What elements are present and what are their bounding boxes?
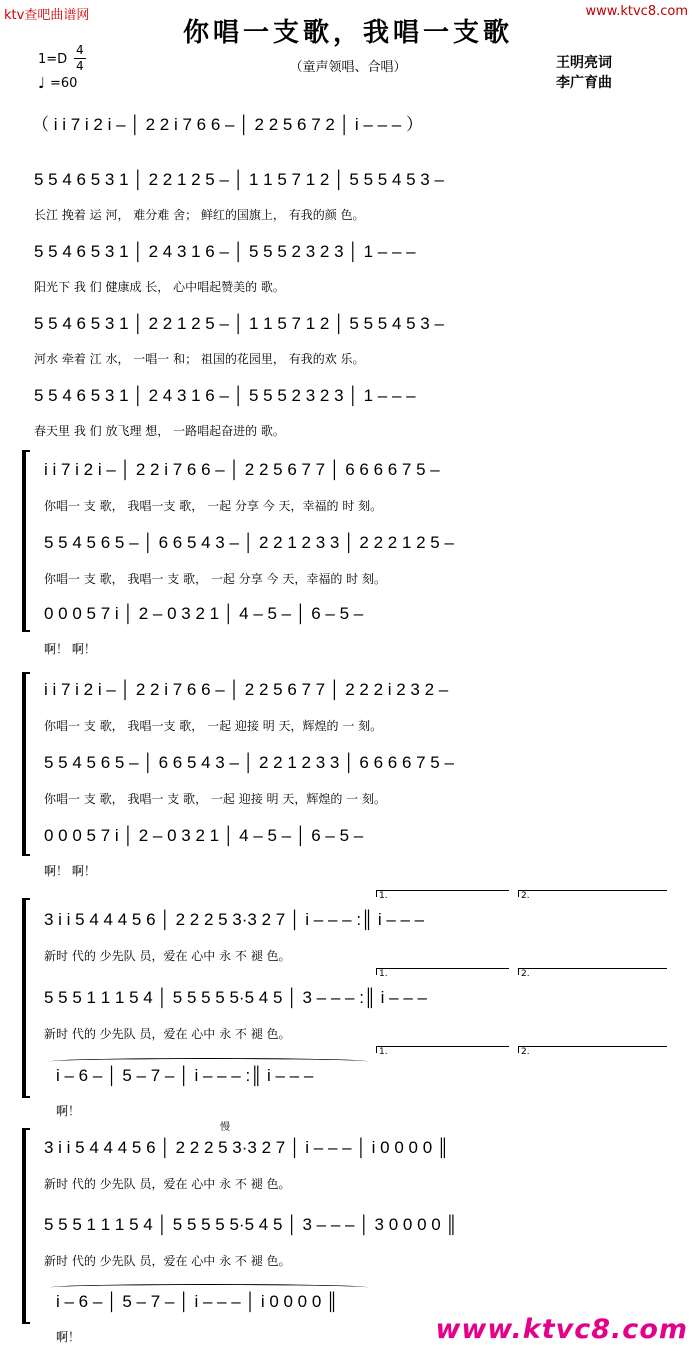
- chorus-1-voice-3-lyric: 啊！ 啊！: [44, 642, 96, 656]
- site-watermark-bottom-right: www.ktvc8.com: [435, 1314, 688, 1345]
- coda-1-voice-3-notes: i – 6 – │ 5 – 7 – │ i – – – :║ i – – –: [56, 1066, 314, 1085]
- chorus-1-voice-1-lyric: 你唱一 支 歌， 我唱一支 歌， 一起 分享 今 天，幸福的 时 刻。: [44, 499, 383, 513]
- bracket-cap: [22, 450, 30, 452]
- song-title: 你唱一支歌，我唱一支歌: [182, 18, 513, 48]
- chorus-1-system-bracket: [22, 450, 26, 632]
- second-ending-bracket: 2.: [518, 968, 667, 975]
- key-signature: 1=D: [38, 52, 68, 67]
- time-signature-bottom: 4: [76, 59, 84, 73]
- tempo-marking: =60: [50, 76, 78, 91]
- first-ending-bracket: 1.: [376, 1046, 509, 1053]
- first-ending-bracket: 1.: [376, 890, 509, 897]
- coda-2-system-bracket: [22, 1128, 26, 1324]
- coda-2-voice-1-lyric: 新时 代的 少先队 员，爱在 心中 永 不 褪 色。: [44, 1177, 291, 1191]
- coda-2-voice-2-notes: 5 5 5 1 1 1 5 4 │ 5 5 5 5 5·5 4 5 │ 3 – – – │ 3 0 0 0 0 ║: [44, 1215, 458, 1234]
- chorus-2-voice-3-lyric: 啊！ 啊！: [44, 864, 96, 878]
- chorus-1-voice-2-notes: 5 5 4 5 6 5 – │ 6 6 5 4 3 – │ 2 2 1 2 3 3 │ 2 2 2 1 2 5 –: [44, 533, 454, 552]
- bracket-cap: [22, 1128, 30, 1130]
- composer-credit: 李广育曲: [556, 75, 612, 91]
- bracket-cap: [22, 1322, 30, 1324]
- song-subtitle: （童声领唱、合唱）: [289, 60, 407, 75]
- second-ending-bracket: 2.: [518, 1046, 667, 1053]
- coda-1-voice-1-lyric: 新时 代的 少先队 员，爱在 心中 永 不 褪 色。: [44, 949, 291, 963]
- chorus-1-voice-2-lyric: 你唱一 支 歌， 我唱一 支 歌， 一起 分享 今 天，幸福的 时 刻。: [44, 572, 386, 586]
- verse-4-notes: 5 5 4 6 5 3 1 │ 2 4 3 1 6 – │ 5 5 5 2 3 2 3 │ 1 – – –: [34, 386, 416, 405]
- bracket-cap: [22, 898, 30, 900]
- first-ending-bracket: 1.: [376, 968, 509, 975]
- intro-notes: （ i i 7 i 2 i – │ 2 2 i 7 6 6 – │ 2 2 5 6 7 2 │ i – – – ）: [32, 115, 423, 134]
- verse-2-lyric: 阳光下 我 们 健康成 长， 心中唱起赞美的 歌。: [34, 280, 285, 294]
- coda-1-voice-2-lyric: 新时 代的 少先队 员，爱在 心中 永 不 褪 色。: [44, 1027, 291, 1041]
- chorus-2-voice-1-lyric: 你唱一 支 歌， 我唱一支 歌， 一起 迎接 明 天，辉煌的 一 刻。: [44, 719, 383, 733]
- verse-4-lyric: 春天里 我 们 放飞理 想， 一路唱起奋进的 歌。: [34, 424, 285, 438]
- tempo-slow-mark: 慢: [220, 1122, 230, 1133]
- lyricist-credit: 王明亮词: [556, 55, 612, 71]
- chorus-2-voice-2-lyric: 你唱一 支 歌， 我唱一 支 歌， 一起 迎接 明 天，辉煌的 一 刻。: [44, 792, 386, 806]
- bracket-cap: [22, 630, 30, 632]
- coda-1-voice-1-notes: 3 i i 5 4 4 4 5 6 │ 2 2 2 5 3·3 2 7 │ i – – – :║ i – – –: [44, 910, 425, 929]
- chorus-2-voice-3-notes: 0 0 0 5 7 i │ 2 – 0 3 2 1 │ 4 – 5 – │ 6 – 5 –: [44, 826, 364, 845]
- chorus-1-voice-3-notes: 0 0 0 5 7 i │ 2 – 0 3 2 1 │ 4 – 5 – │ 6 – 5 –: [44, 604, 364, 623]
- time-signature-top: 4: [76, 43, 84, 57]
- bracket-cap: [22, 672, 30, 674]
- site-watermark-top-right: www.ktvc8.com: [585, 4, 688, 19]
- verse-3-lyric: 河水 牵着 江 水， 一唱一 和； 祖国的花园里， 有我的欢 乐。: [34, 352, 365, 366]
- verse-1-notes: 5 5 4 6 5 3 1 │ 2 2 1 2 5 – │ 1 1 5 7 1 2 │ 5 5 5 4 5 3 –: [34, 170, 444, 189]
- chorus-2-voice-2-notes: 5 5 4 5 6 5 – │ 6 6 5 4 3 – │ 2 2 1 2 3 3 │ 6 6 6 6 7 5 –: [44, 753, 454, 772]
- coda-2-voice-3-lyric: 啊！: [56, 1330, 81, 1344]
- verse-1-lyric: 长江 挽着 运 河， 难分难 舍； 鲜红的国旗上， 有我的颜 色。: [34, 208, 365, 222]
- coda-2-voice-2-lyric: 新时 代的 少先队 员，爱在 心中 永 不 褪 色。: [44, 1254, 291, 1268]
- verse-2-notes: 5 5 4 6 5 3 1 │ 2 4 3 1 6 – │ 5 5 5 2 3 2 3 │ 1 – – –: [34, 242, 416, 261]
- coda-1-voice-2-notes: 5 5 5 1 1 1 5 4 │ 5 5 5 5 5·5 4 5 │ 3 – – – :║ i – – –: [44, 988, 427, 1007]
- coda-2-voice-1-notes: 3 i i 5 4 4 4 5 6 │ 2 2 2 5 3·3 2 7 │ i – – – │ i 0 0 0 0 ║: [44, 1138, 449, 1157]
- second-ending-bracket: 2.: [518, 890, 667, 897]
- verse-3-notes: 5 5 4 6 5 3 1 │ 2 2 1 2 5 – │ 1 1 5 7 1 2 │ 5 5 5 4 5 3 –: [34, 314, 444, 333]
- tempo-note-icon: ♩: [38, 74, 46, 92]
- site-watermark-top-left: ktv查吧曲谱网: [4, 8, 90, 23]
- coda-2-voice-3-notes: i – 6 – │ 5 – 7 – │ i – – – │ i 0 0 0 0 ║: [56, 1292, 339, 1311]
- bracket-cap: [22, 854, 30, 856]
- tie-arc: [50, 1058, 368, 1065]
- chorus-2-system-bracket: [22, 672, 26, 856]
- coda-1-voice-3-lyric: 啊！: [56, 1104, 81, 1118]
- coda-1-system-bracket: [22, 898, 26, 1098]
- chorus-1-voice-1-notes: i i 7 i 2 i – │ 2 2 i 7 6 6 – │ 2 2 5 6 7 7 │ 6 6 6 6 7 5 –: [44, 460, 440, 479]
- chorus-2-voice-1-notes: i i 7 i 2 i – │ 2 2 i 7 6 6 – │ 2 2 5 6 7 7 │ 2 2 2 i 2 3 2 –: [44, 680, 449, 699]
- tie-arc: [50, 1284, 368, 1291]
- bracket-cap: [22, 1096, 30, 1098]
